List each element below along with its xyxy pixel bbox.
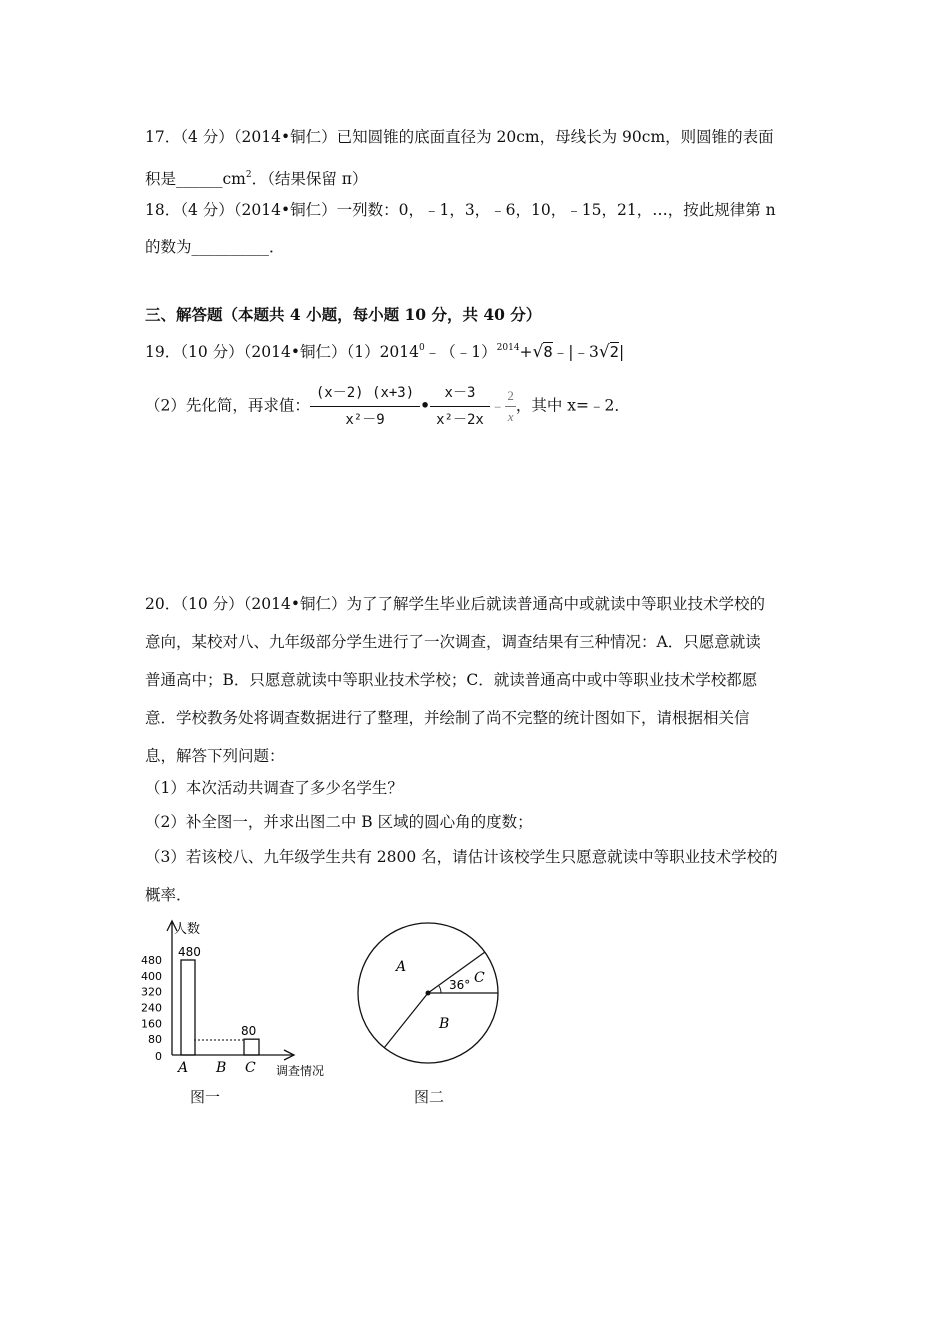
q19-dot: •: [420, 395, 431, 415]
q20-line: 意．学校教务处将调查数据进行了整理，并绘制了尚不完整的统计图如下，请根据相关信: [145, 709, 750, 727]
q19-part2: [145, 382, 630, 431]
q20-sub1: （1）本次活动共调查了多少名学生？: [145, 779, 403, 797]
q19-abs-end: |: [619, 343, 625, 361]
q19-sqrt-radicand-2: 2: [609, 343, 620, 361]
q17-line2-prefix: 积是______cm: [145, 170, 246, 188]
y-tick-label: 400: [141, 969, 162, 983]
q19-fraction-3-numerator: 2: [505, 387, 516, 407]
q17-superscript: 2: [245, 170, 252, 180]
sqrt-symbol-icon: √: [598, 342, 610, 362]
y-tick-label: 320: [141, 985, 162, 999]
bar-value-label: 480: [178, 945, 201, 959]
q17-line2-suffix: ．（结果保留 π）: [251, 170, 368, 188]
bars: [178, 945, 259, 1055]
q19-sqrt-radicand-1: 8: [543, 343, 553, 361]
figure1-caption: 图一: [190, 1088, 221, 1106]
q19-exp-2014: 2014: [496, 343, 520, 353]
pie-region-a: A: [396, 959, 407, 975]
pie-radius-b-a: [384, 993, 428, 1048]
angle-arc: [439, 986, 441, 993]
bar-value-label: 80: [241, 1024, 257, 1039]
q19-part2-prefix: （2）先化简，再求值：: [145, 396, 310, 415]
q19-fraction-2-denominator: x²－2x: [436, 412, 484, 428]
bar-a: [181, 960, 195, 1055]
section3-heading: 三、解答题（本题共 4 小题，每小题 10 分，共 40 分）: [145, 305, 542, 324]
q19-part1-mid: ﹣（﹣1）: [424, 343, 497, 361]
q18-line1: 18．（4 分）（2014•铜仁）一列数：0，﹣1，3，﹣6，10，﹣15，21，…，按此规律第 n: [145, 201, 776, 219]
q19-part2-suffix: ，其中 x=﹣2．: [515, 396, 630, 415]
q18-line2: 的数为__________．: [145, 238, 285, 256]
y-tick-label: 0: [155, 1050, 162, 1063]
x-axis-label: 调查情况: [276, 1064, 325, 1078]
q19-fraction-1: [310, 382, 420, 431]
q19-exp-zero: 0: [419, 343, 425, 353]
sqrt-symbol-icon: √: [532, 342, 544, 362]
category-label-c: C: [245, 1060, 256, 1076]
q20-line: 普通高中；B．只愿意就读中等职业技术学校；C．就读普通高中或中等职业技术学校都愿: [145, 671, 758, 689]
q19-fraction-1-numerator: (x－2) (x+3): [310, 382, 420, 407]
q20-sub2: （2）补全图一，并求出图二中 B 区域的圆心角的度数；: [145, 813, 533, 831]
category-label-a: A: [178, 1060, 189, 1076]
q19-fraction-2-numerator: x－3: [430, 382, 490, 407]
category-label-b: B: [216, 1060, 227, 1076]
pie-center-dot: [426, 991, 431, 996]
y-tick-label: 80: [148, 1033, 162, 1047]
q19-fraction-2: [430, 382, 490, 431]
q17-line2: [145, 165, 368, 189]
y-tick-label: 480: [141, 954, 162, 967]
q20-sub3-line2: 概率．: [145, 886, 192, 904]
bar-c: [244, 1039, 259, 1055]
y-axis-label: 人数: [174, 922, 201, 937]
q20-line: 意向，某校对八、九年级部分学生进行了一次调查，调查结果有三种情况：A．只愿意就读: [145, 633, 761, 651]
q20-line: 20．（10 分）（2014•铜仁）为了了解学生毕业后就读普通高中或就读中等职业技术学校的: [145, 595, 765, 613]
pie-angle-label: 36°: [449, 978, 471, 992]
q19-fraction-3: [505, 387, 516, 426]
q20-line: 息，解答下列问题：: [145, 747, 285, 765]
q19-part1: [145, 338, 624, 362]
q20-sub3-line1: （3）若该校八、九年级学生共有 2800 名，请估计该校学生只愿意就读中等职业技术学校的: [145, 848, 778, 866]
y-tick-label: 240: [141, 1001, 162, 1015]
q19-part1-prefix: 19．（10 分）（2014•铜仁）（1）2014: [145, 343, 420, 361]
figure2-pie-chart: [350, 915, 510, 1075]
figure2-caption: 图二: [414, 1088, 445, 1106]
q19-abs: ﹣|﹣3: [552, 343, 599, 361]
q19-plus: +: [519, 343, 533, 361]
q19-minus: ﹣: [489, 396, 506, 415]
figure1-bar-chart: [136, 915, 346, 1085]
q17-line1: 17．（4 分）（2014•铜仁）已知圆锥的底面直径为 20cm，母线长为 90cm，则圆锥的表面: [145, 128, 774, 146]
y-tick-label: 160: [141, 1017, 162, 1031]
q19-fraction-3-denominator: x: [507, 409, 514, 424]
y-ticks: [141, 954, 162, 1063]
pie-region-b: B: [439, 1016, 450, 1032]
pie-region-c: C: [474, 970, 485, 986]
q19-fraction-1-denominator: x²－9: [345, 412, 385, 428]
